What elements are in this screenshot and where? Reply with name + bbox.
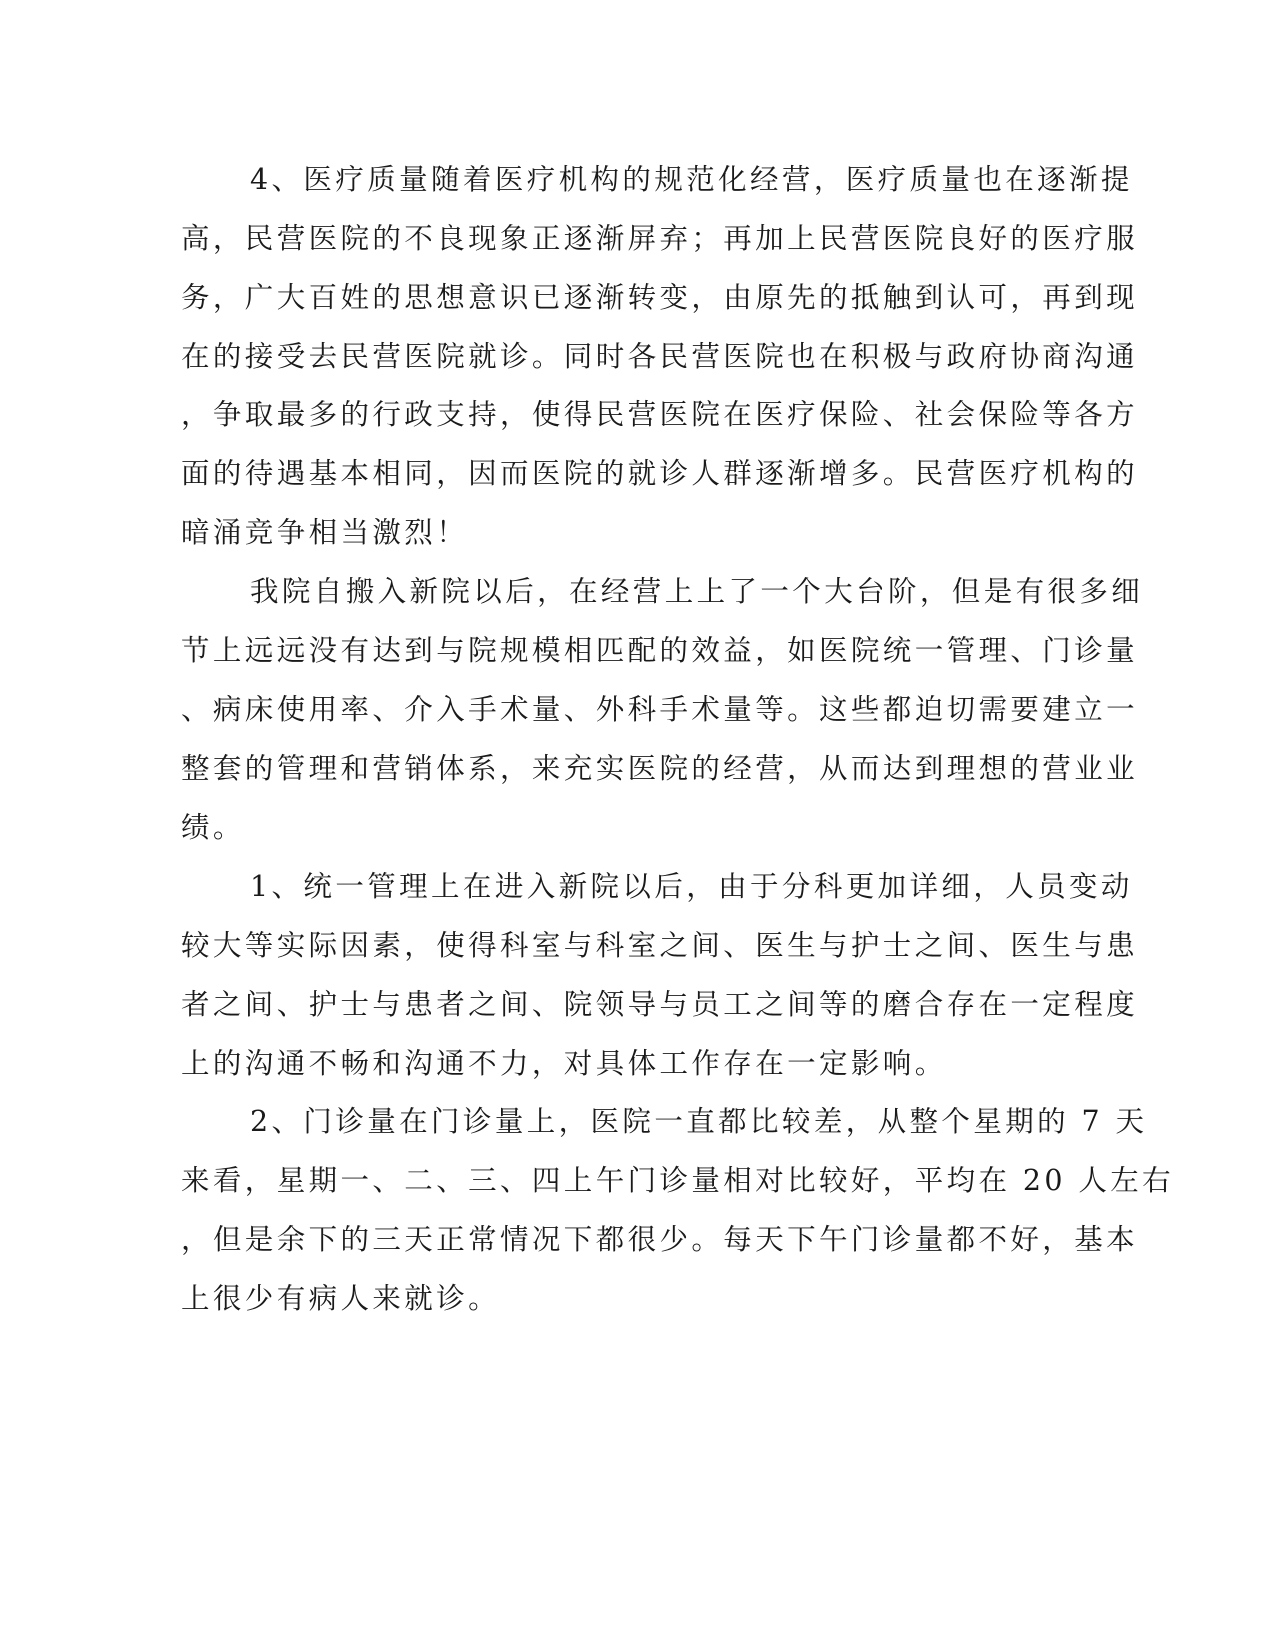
paragraph-3-line-1: 1、统一管理上在进入新院以后，由于分科更加详细，人员变动 — [250, 870, 1133, 903]
paragraph-1-line-3: 务，广大百姓的思想意识已逐渐转变，由原先的抵触到认可，再到现 — [181, 281, 1139, 314]
paragraph-4-line-4: 上很少有病人来就诊。 — [181, 1282, 501, 1315]
paragraph-1-line-4: 在的接受去民营医院就诊。同时各民营医院也在积极与政府协商沟通 — [181, 340, 1139, 373]
paragraph-2-line-4: 整套的管理和营销体系，来充实医院的经营，从而达到理想的营业业 — [181, 752, 1139, 785]
paragraph-3-line-3: 者之间、护士与患者之间、院领导与员工之间等的磨合存在一定程度 — [181, 988, 1139, 1021]
paragraph-4-line-3: ，但是余下的三天正常情况下都很少。每天下午门诊量都不好，基本 — [181, 1223, 1139, 1256]
paragraph-4-line-2: 来看，星期一、二、三、四上午门诊量相对比较好，平均在 20 人左右 — [181, 1164, 1175, 1197]
paragraph-2-line-5: 绩。 — [181, 811, 245, 844]
paragraph-3-line-2: 较大等实际因素，使得科室与科室之间、医生与护士之间、医生与患 — [181, 929, 1139, 962]
paragraph-2-line-1: 我院自搬入新院以后，在经营上上了一个大台阶，但是有很多细 — [250, 575, 1144, 608]
paragraph-1-line-5: ，争取最多的行政支持，使得民营医院在医疗保险、社会保险等各方 — [181, 398, 1139, 431]
paragraph-1-line-7: 暗涌竞争相当激烈！ — [181, 516, 469, 549]
paragraph-1-line-6: 面的待遇基本相同，因而医院的就诊人群逐渐增多。民营医疗机构的 — [181, 457, 1139, 490]
paragraph-2-line-3: 、病床使用率、介入手术量、外科手术量等。这些都迫切需要建立一 — [181, 693, 1139, 726]
paragraph-3-line-4: 上的沟通不畅和沟通不力，对具体工作存在一定影响。 — [181, 1047, 947, 1080]
paragraph-4-line-1: 2、门诊量在门诊量上，医院一直都比较差，从整个星期的 7 天 — [250, 1105, 1148, 1138]
paragraph-1-line-2: 高，民营医院的不良现象正逐渐屏弃；再加上民营医院良好的医疗服 — [181, 222, 1139, 255]
paragraph-2-line-2: 节上远远没有达到与院规模相匹配的效益，如医院统一管理、门诊量 — [181, 634, 1139, 667]
paragraph-1-line-1: 4、医疗质量随着医疗机构的规范化经营，医疗质量也在逐渐提 — [250, 163, 1133, 196]
